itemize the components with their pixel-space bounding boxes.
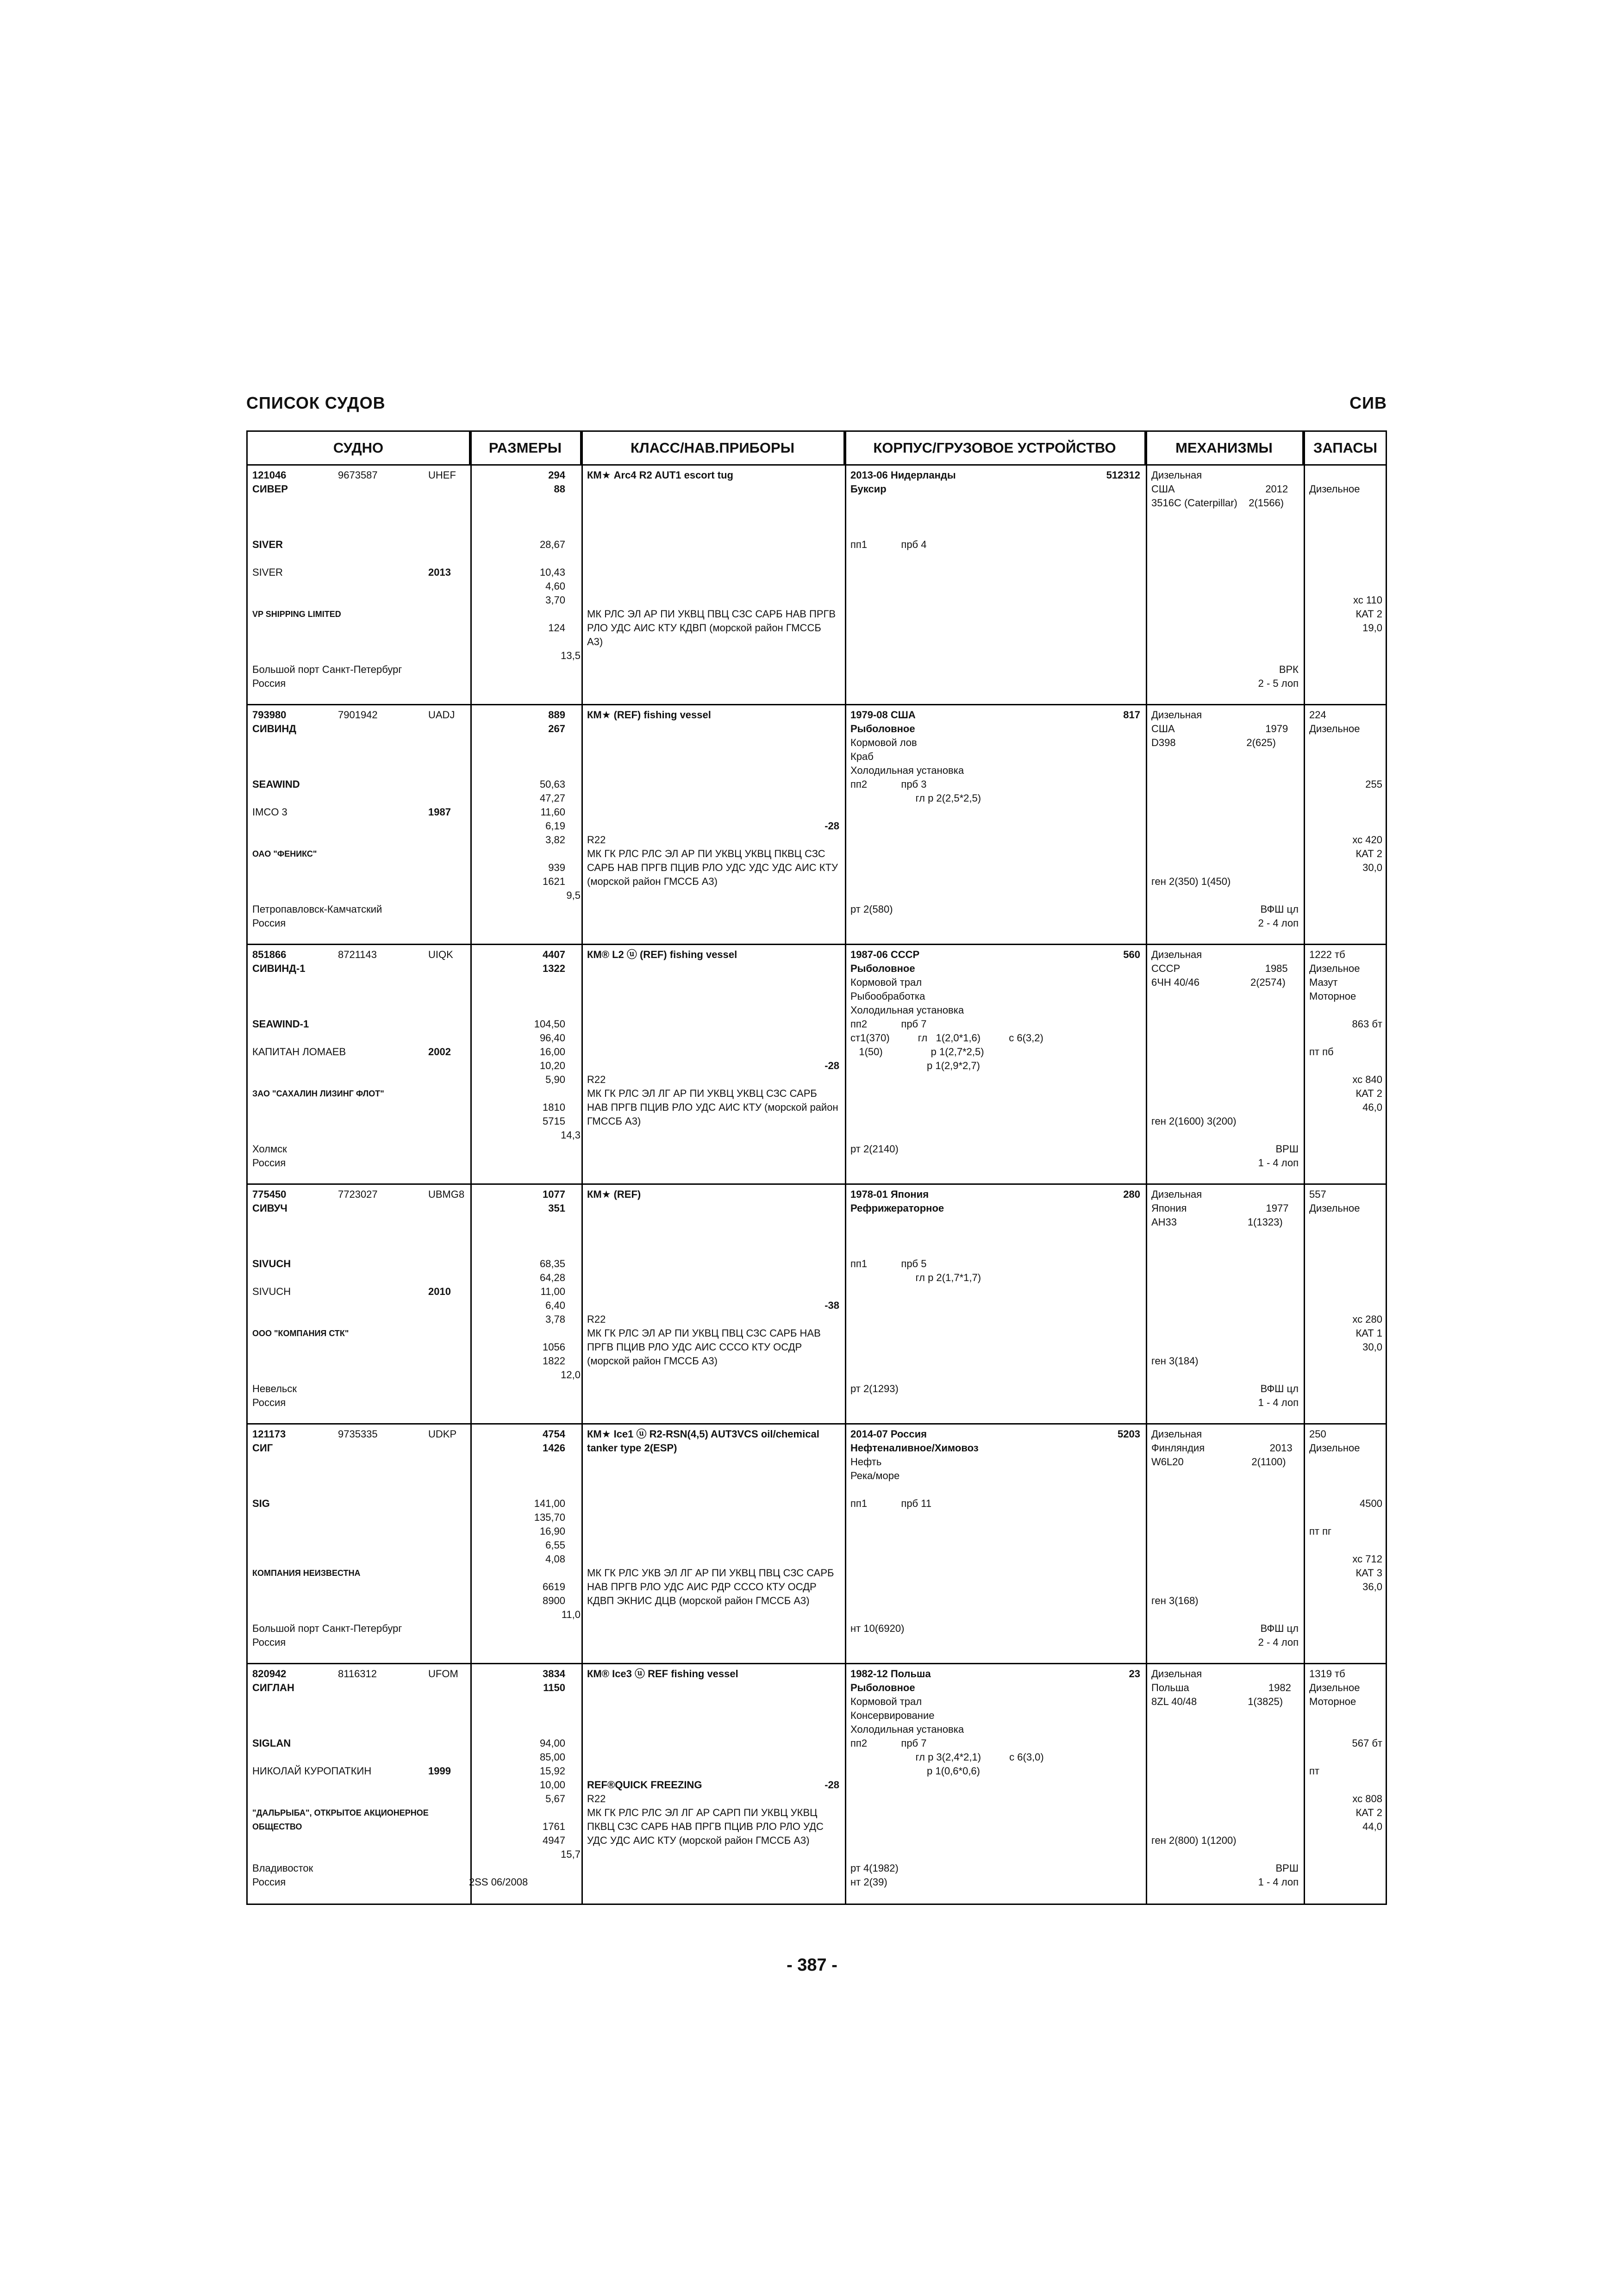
ship-name-latin: SEAWIND [252,778,300,790]
ship-record [248,705,1386,945]
cargo-hold: рт 2(1293) [850,1383,899,1394]
hull-detail: Рыболовное [850,723,915,734]
stores-category: КАТ 2 [1355,1088,1382,1099]
hull-detail: пп2 прб 7 [850,1018,927,1030]
flag-country: Россия [252,1397,286,1408]
refrigerant: R22 [587,1793,606,1804]
machinery-detail: D398 2(625) [1151,737,1276,748]
stores-category: 36,0 [1362,1581,1382,1593]
call-sign: UFOM [428,1668,458,1680]
stores-fuel: Дизельное [1309,1202,1360,1214]
hull-detail: Холодильная установка [850,1004,964,1016]
cargo-hold: рт 2(580) [850,903,893,915]
former-name: НИКОЛАЙ КУРОПАТКИН [252,1765,372,1777]
imo-number: 8116312 [338,1668,377,1680]
stores-category: КАТ 2 [1355,608,1382,620]
minus-temperature: -38 [824,1300,839,1311]
dimension-value: 96,40 [539,1032,565,1044]
class-notation: КМ★ (REF) fishing vessel [587,709,711,721]
class-notation-extra: REF®QUICK FREEZING [587,1779,702,1791]
hull-detail: Холодильная установка [850,1724,964,1735]
ship-name: СИВИНД-1 [252,963,306,974]
hull-detail: Река/море [850,1470,900,1481]
former-name: SIVUCH [252,1286,291,1297]
dimension-value: 1810 [543,1101,565,1113]
machinery-detail: 3516C (Caterpillar) 2(1566) [1151,497,1284,509]
hull-detail: Нефтеналивное/Химовоз [850,1442,979,1454]
stores-category: КАТ 2 [1355,848,1382,859]
dimension-value: 141,00 [534,1498,565,1509]
dimension-value: 1621 [543,876,565,887]
propeller: 1 - 4 лоп [1258,1397,1299,1408]
owner-name: ЗАО "САХАЛИН ЛИЗИНГ ФЛОТ" [252,1089,384,1098]
dimension-value: 10,43 [539,566,565,578]
propeller: 2 - 4 лоп [1258,1636,1299,1648]
cargo-hold: рт 2(2140) [850,1143,899,1155]
ship-record [248,466,1386,705]
ship-name-latin: SIGLAN [252,1737,291,1749]
former-name: SIVER [252,566,283,578]
propeller: ВФШ цл [1260,1383,1299,1394]
dimension-value: 16,90 [539,1525,565,1537]
dimension-value: 10,20 [539,1060,565,1071]
call-sign: UIQK [428,949,453,960]
build-year: 1987 [428,806,451,818]
stores-fuel: Мазут [1309,977,1338,988]
ship-name: СИГЛАН [252,1682,294,1693]
cargo-hold: нт 2(39) [850,1876,887,1888]
dimension-value: 3,70 [545,594,565,606]
hull-detail: 1(50) р 1(2,7*2,5) [850,1046,984,1058]
owner-name: VP SHIPPING LIMITED [252,610,341,619]
hull-yard-number: 23 [1129,1668,1140,1680]
stores-capacity: 567 бт [1352,1737,1382,1749]
stores-fuel: Дизельное [1309,483,1360,495]
hull-detail: Рыболовное [850,1682,915,1693]
dimension-value: 939 [548,862,565,873]
col-header-hull: КОРПУС/ГРУЗОВОЕ УСТРОЙСТВО [845,432,1146,464]
navigation-equipment: МК ГК РЛС РЛС ЭЛ АР ПИ УКВЦ УКВЦ ПКВЦ СЗС САРБ НАВ ПРГВ ПЦИВ РЛО УДС УДС УДС АИС КТУ (морской район ГМССБ А3) [587,848,838,887]
imo-number: 7723027 [338,1188,378,1200]
propeller: ВФШ цл [1260,1623,1299,1634]
dimension-value: 9,5 [566,890,581,901]
dimension-value: 351 [548,1202,565,1214]
dimension-value: 124 [548,622,565,634]
stores-category: хс 840 [1352,1074,1382,1085]
ship-name-latin: SIVER [252,539,283,550]
home-port: Большой порт Санкт-Петербург [252,1623,402,1634]
propeller: 2 - 5 лоп [1258,678,1299,689]
dimension-value: 5,90 [545,1074,565,1085]
refrigerant: R22 [587,834,606,846]
ship-name: СИВЕР [252,483,288,495]
dimension-value: 85,00 [539,1751,565,1763]
dimension-value: 1822 [543,1355,565,1367]
navigation-equipment: МК ГК РЛС ЭЛ АР ПИ УКВЦ ПВЦ СЗС САРБ НАВ ПРГВ ПЦИВ РЛО УДС АИС СССО КТУ ОСДР (морской район ГМССБ А3) [587,1327,821,1367]
hull-detail: Рефрижераторное [850,1202,944,1214]
home-port: Петропавловск-Камчатский [252,903,382,915]
dimension-value: 28,67 [539,539,565,550]
hull-yard-number: 280 [1123,1188,1140,1200]
page-title: СПИСОК СУДОВ [246,393,386,412]
propeller: 1 - 4 лоп [1258,1876,1299,1888]
ship-name-latin: SIVUCH [252,1258,291,1269]
hull-detail: Кормовой трал [850,1696,922,1707]
dimension-value: 10,00 [539,1779,565,1791]
dimension-value: 47,27 [539,792,565,804]
dimension-value: 5715 [543,1115,565,1127]
col-header-vessel: СУДНО [248,432,470,464]
hull-yard-number: 512312 [1106,469,1140,481]
machinery-detail: Дизельная [1151,1428,1202,1440]
owner-name: ООО "КОМПАНИЯ СТК" [252,1329,349,1338]
class-notation: КМ★ Ice1 ⓤ R2-RSN(4,5) AUT3VCS oil/chemical tanker type 2(ESP) [587,1428,819,1454]
stores-fuel: Дизельное [1309,723,1360,734]
machinery-detail: СССР 1985 [1151,963,1288,974]
machinery-detail: Дизельная [1151,469,1202,481]
generators: ген 2(1600) 3(200) [1151,1115,1237,1127]
hull-detail: Холодильная установка [850,765,964,776]
stores-fuel: Моторное [1309,990,1356,1002]
stores-capacity: 4500 [1360,1498,1382,1509]
machinery-detail: Дизельная [1151,709,1202,721]
call-sign: UADJ [428,709,455,721]
refrigerant: R22 [587,1074,606,1085]
home-port: Холмск [252,1143,287,1155]
registry-number: 793980 [252,709,287,721]
cargo-hold: рт 4(1982) [850,1862,899,1874]
navigation-equipment: МК ГК РЛС УКВ ЭЛ ЛГ АР ПИ УКВЦ ПВЦ СЗС САРБ НАВ ПРГВ РЛО УДС АИС РДР СССО КТУ ОСДР КДВП ЭКНИС ДЦВ (морской район ГМССБ А3) [587,1567,834,1606]
propeller: ВРШ [1275,1143,1299,1155]
flag-country: Россия [252,1157,286,1169]
hull-detail: пп1 прб 4 [850,539,927,550]
hull-detail: Краб [850,751,874,762]
former-name: IMCO 3 [252,806,287,818]
col-header-dimensions: РАЗМЕРЫ [470,432,581,464]
hull-build-info: 2013-06 Нидерланды [850,469,956,481]
hull-yard-number: 817 [1123,709,1140,721]
dimension-value: 889 [548,709,565,721]
ship-name: СИВИНД [252,723,296,734]
registry-number: 775450 [252,1188,287,1200]
minus-temperature: -28 [824,1060,839,1071]
stores-fuel: Дизельное [1309,1442,1360,1454]
machinery-detail: Дизельная [1151,1668,1202,1680]
hull-build-info: 1978-01 Япония [850,1188,929,1200]
dimension-value: 11,0 [561,1609,581,1620]
owner-name: "ДАЛЬРЫБА", ОТКРЫТОЕ АКЦИОНЕРНОЕ ОБЩЕСТВО [252,1808,429,1831]
dimension-value: 88 [554,483,565,495]
stores-category: хс 420 [1352,834,1382,846]
build-year: 2013 [428,566,451,578]
dimension-value: 1426 [543,1442,565,1454]
hull-detail: гл р 2(1,7*1,7) [850,1272,981,1283]
ship-name: СИВУЧ [252,1202,287,1214]
page-number: - 387 - [787,1955,837,1975]
stores-category: КАТ 3 [1355,1567,1382,1579]
class-notation: КМ® L2 ⓤ (REF) fishing vessel [587,949,737,960]
hull-detail: пп2 прб 7 [850,1737,927,1749]
hull-yard-number: 560 [1123,949,1140,960]
dimension-value: 6,55 [545,1539,565,1551]
dimension-value: 4947 [543,1835,565,1846]
dimension-value: 13,5 [561,650,581,661]
dimension-value: 4407 [543,949,565,960]
ship-record [248,945,1386,1185]
dimension-value: 3,82 [545,834,565,846]
registry-number: 121173 [252,1428,286,1440]
imo-number: 9673587 [338,469,378,481]
dimension-value: 4,08 [545,1553,565,1565]
machinery-detail: 8ZL 40/48 1(3825) [1151,1696,1283,1707]
dimension-value: 5,67 [545,1793,565,1804]
dimension-value: 14,3 [561,1129,581,1141]
machinery-detail: Дизельная [1151,949,1202,960]
hull-build-info: 1987-06 СССР [850,949,920,960]
dimension-value: 135,70 [534,1512,565,1523]
stores-category: хс 808 [1352,1793,1382,1804]
home-port: Невельск [252,1383,297,1394]
minus-temperature: -28 [824,1779,839,1791]
col-header-class: КЛАСС/НАВ.ПРИБОРЫ [581,432,845,464]
home-port: Владивосток [252,1862,313,1874]
stores-category: КАТ 1 [1355,1327,1382,1339]
generators: ген 3(168) [1151,1595,1199,1606]
hull-detail: Буксир [850,483,887,495]
stores-category: 46,0 [1362,1101,1382,1113]
col-header-machinery: МЕХАНИЗМЫ [1146,432,1304,464]
propeller: 2 - 4 лоп [1258,917,1299,929]
hull-build-info: 1982-12 Польша [850,1668,931,1680]
class-notation: КМ★ (REF) [587,1188,641,1200]
stores-fuel: 1222 тб [1309,949,1345,960]
dimension-value: 4,60 [545,580,565,592]
machinery-detail: США 2012 [1151,483,1288,495]
imo-number: 9735335 [338,1428,378,1440]
dimension-value: 1056 [543,1341,565,1353]
cargo-hold: нт 10(6920) [850,1623,905,1634]
owner-name: КОМПАНИЯ НЕИЗВЕСТНА [252,1568,361,1578]
stores-fuel: Моторное [1309,1696,1356,1707]
hull-detail: р 1(2,9*2,7) [850,1060,980,1071]
navigation-equipment: МК ГК РЛС РЛС ЭЛ ЛГ АР САРП ПИ УКВЦ УКВЦ ПКВЦ СЗС САРБ НАВ ПРГВ ПЦИВ РЛО РЛО УДС УДС УДС АИС КТУ (морской район ГМССБ А3) [587,1807,824,1846]
dimension-value: 16,00 [539,1046,565,1058]
home-port: Большой порт Санкт-Петербург [252,664,402,675]
dimension-value: 6,19 [545,820,565,832]
former-name: КАПИТАН ЛОМАЕВ [252,1046,346,1058]
stores-fuel: 224 [1309,709,1326,721]
hull-yard-number: 5203 [1118,1428,1140,1440]
registry-number: 851866 [252,949,287,960]
dimension-value: 8900 [543,1595,565,1606]
navigation-equipment: МК РЛС ЭЛ АР ПИ УКВЦ ПВЦ СЗС САРБ НАВ ПРГВ РЛО УДС АИС КТУ КДВП (морской район ГМССБ А3) [587,608,836,647]
class-notation: КМ® Ice3 ⓤ REF fishing vessel [587,1668,738,1680]
dimension-value: 104,50 [534,1018,565,1030]
dimension-value: 15,92 [539,1765,565,1777]
dimension-value: 64,28 [539,1272,565,1283]
dimension-value: 1761 [543,1821,565,1832]
imo-number: 7901942 [338,709,378,721]
refrigerant: R22 [587,1313,606,1325]
machinery-detail: Дизельная [1151,1188,1202,1200]
ship-name-latin: SIG [252,1498,270,1509]
machinery-detail: 6ЧН 40/46 2(2574) [1151,977,1286,988]
dimension-value: 1322 [543,963,565,974]
dimension-value: 267 [548,723,565,734]
generators: ген 2(800) 1(1200) [1151,1835,1237,1846]
generators: ген 2(350) 1(450) [1151,876,1231,887]
machinery-detail: Финляндия 2013 [1151,1442,1293,1454]
hull-detail: гл р 3(2,4*2,1) с 6(3,0) [850,1751,1044,1763]
minus-temperature: -28 [824,820,839,832]
dimension-value: 1077 [543,1188,565,1200]
stores-category: КАТ 2 [1355,1807,1382,1818]
call-sign: UDKP [428,1428,457,1440]
dimension-value: 4754 [543,1428,565,1440]
hull-detail: ст1(370) гл 1(2,0*1,6) с 6(3,2) [850,1032,1043,1044]
dimension-value: 50,63 [539,778,565,790]
machinery-detail: W6L20 2(1100) [1151,1456,1286,1468]
stores-category: 19,0 [1362,622,1382,634]
owner-name: ОАО "ФЕНИКС" [252,849,317,859]
stores-capacity: пт пг [1309,1525,1332,1537]
stores-capacity: 255 [1365,778,1382,790]
ship-record [248,1664,1386,1904]
call-sign: UHEF [428,469,456,481]
ship-register-table [246,430,1387,1905]
stores-fuel: Дизельное [1309,963,1360,974]
propeller: ВФШ цл [1260,903,1299,915]
stores-category: 30,0 [1362,1341,1382,1353]
dimension-value: 68,35 [539,1258,565,1269]
machinery-detail: Япония 1977 [1151,1202,1289,1214]
registry-number: 820942 [252,1668,287,1680]
ship-name: СИГ [252,1442,273,1454]
dimension-value: 3834 [543,1668,565,1680]
dimension-value: 11,60 [540,806,565,818]
page-header [246,393,1387,421]
stores-fuel: Дизельное [1309,1682,1360,1693]
hull-detail: Нефть [850,1456,882,1468]
survey-note: 2SS 06/2008 [469,1876,528,1888]
dimension-value: 1150 [543,1682,565,1693]
dimension-value: 294 [548,469,565,481]
stores-fuel: 1319 тб [1309,1668,1345,1680]
dimension-value: 11,00 [540,1286,565,1297]
hull-detail: пп2 прб 3 [850,778,927,790]
hull-detail: Кормовой лов [850,737,917,748]
ship-name-latin: SEAWIND-1 [252,1018,309,1030]
hull-detail: пп1 прб 5 [850,1258,927,1269]
dimension-value: 6619 [543,1581,565,1593]
hull-build-info: 2014-07 Россия [850,1428,927,1440]
imo-number: 8721143 [338,949,377,960]
stores-category: хс 110 [1353,594,1382,606]
hull-detail: гл р 2(2,5*2,5) [850,792,981,804]
flag-country: Россия [252,1876,286,1888]
stores-fuel: 250 [1309,1428,1326,1440]
machinery-detail: США 1979 [1151,723,1288,734]
flag-country: Россия [252,1636,286,1648]
registry-number: 121046 [252,469,287,481]
stores-capacity: 863 бт [1352,1018,1382,1030]
ship-record [248,1185,1386,1425]
hull-detail: Рыболовное [850,963,915,974]
machinery-detail: AH33 1(1323) [1151,1216,1283,1228]
build-year: 2002 [428,1046,451,1058]
dimension-value: 15,7 [561,1848,581,1860]
stores-category: 44,0 [1362,1821,1382,1832]
hull-detail: Рыбообработка [850,990,925,1002]
hull-detail: пп1 прб 11 [850,1498,932,1509]
generators: ген 3(184) [1151,1355,1199,1367]
stores-category: 30,0 [1362,862,1382,873]
hull-detail: Кормовой трал [850,977,922,988]
build-year: 1999 [428,1765,451,1777]
flag-country: Россия [252,678,286,689]
propeller: ВРК [1279,664,1299,675]
machinery-detail: Польша 1982 [1151,1682,1291,1693]
column-header-row [248,432,1386,466]
dimension-value: 94,00 [539,1737,565,1749]
stores-category: хс 280 [1352,1313,1382,1325]
call-sign: UBMG8 [428,1188,465,1200]
section-code: СИВ [1349,393,1387,412]
ship-record [248,1425,1386,1664]
propeller: 1 - 4 лоп [1258,1157,1299,1169]
stores-capacity: пт пб [1309,1046,1334,1058]
col-header-stores: ЗАПАСЫ [1313,440,1378,456]
hull-build-info: 1979-08 США [850,709,916,721]
hull-detail: р 1(0,6*0,6) [850,1765,980,1777]
build-year: 2010 [428,1286,451,1297]
stores-capacity: пт [1309,1765,1319,1777]
class-notation: КМ★ Arc4 R2 AUT1 escort tug [587,469,733,481]
hull-detail: Консервирование [850,1710,935,1721]
dimension-value: 3,78 [545,1313,565,1325]
stores-category: хс 712 [1352,1553,1382,1565]
flag-country: Россия [252,917,286,929]
navigation-equipment: МК ГК РЛС ЭЛ ЛГ АР ПИ УКВЦ УКВЦ СЗС САРБ НАВ ПРГВ ПЦИВ РЛО УДС АИС КТУ (морской район ГМССБ А3) [587,1088,838,1127]
stores-fuel: 557 [1309,1188,1326,1200]
dimension-value: 6,40 [545,1300,565,1311]
dimension-value: 12,0 [561,1369,581,1381]
propeller: ВРШ [1275,1862,1299,1874]
